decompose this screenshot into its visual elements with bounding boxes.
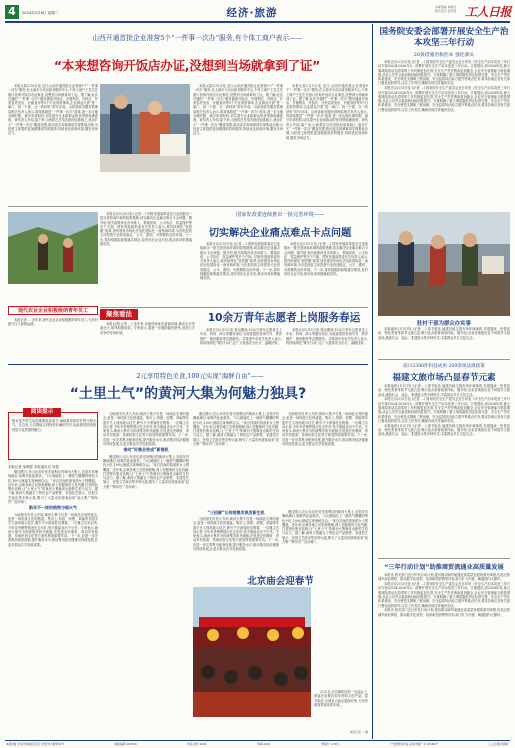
feature-body-col2: 当地相关负责人介绍,黄河大集不仅是一场商品交易的盛会,更是一场传统文化的盛宴。集市上,剪纸、面塑、草编等非遗手艺人现场展示技艺,吸引不少游客驻足观看。一位摊主告诉记者,今年年货销售情况比去年好,每天都能卖出不少货。专家表示,黄河大集作为传统集市的升级版,在促进农民增收、带动乡村旅游、传承民俗文化等方面发挥着重要作用。下一步,应进一步完善集市配套设施,提升服务水平,推动集市经济健康可持续发展,让更多群众共享发展成果。 [103, 412, 189, 447]
ribbon-label: 现代农业企业积极吸纳青年员工 [17, 308, 88, 314]
divider-2 [100, 307, 368, 308]
story1-body: 本报太原2月5日电 近日,山西开通首批企业准营5个“一件事一次办”服务,在太原市小店区政务服务中心,个体工商户王先生在窗口咨询开饭店办证事宜,没想到当场就拿到了证。据了解,此次开通的“一件事一次办”服务涵盖开饭店、开便利店、开药店、开美容美发店、开健身房等5个行业准营事项,企业群众只需“进一扇门、找一个窗、交一套材料”即可办成。山西省政务服务管理局相关负责人表示,将持续推进“一件事一次办”改革,进一步压缩办理时限、减少申请材料,切实提升企业和群众的获得感和满意度。该负责人介绍,接下来,山西将在总结首批经验基础上,逐步扩大“一件事一次办”覆盖范围,推动更多高频事项实现集成办理,为经营主体提供更加便捷高效的服务,持续优化营商环境,激发市场活力。 [8, 84, 98, 136]
feature-body-cont: 当地相关负责人介绍,黄河大集不仅是一场商品交易的盛会,更是一场传统文化的盛宴。集市上,剪纸、面塑、草编等非遗手艺人现场展示技艺,吸引不少游客驻足观看。一位摊主告诉记者,今年年货销售情况比去年好,每天都能卖出不少货。专家表示,黄河大集作为传统集市的升级版,在促进农民增收、带动乡村旅游、传承民俗文化等方面发挥着重要作用。下一步,应进一步完善集市配套设施,提升服务水平,推动集市经济健康可持续发展,让更多群众共享发展成果。 [8, 512, 98, 547]
sidebar-story3-headline: “三年行动计划”助推商贸流通业高质量发展 [384, 564, 504, 571]
sidebar-headline: 国务院安委会部署开展安全生产治本攻坚三年行动 [379, 27, 509, 48]
story1-body-col3: 本报太原2月5日电 近日,山西开通首批企业准营5个“一件事一次办”服务,在太原市小店区政务服务中心,个体工商户王先生在窗口咨询开饭店办证事宜,没想到当场就拿到了证。据了解,此次开通的“一件事一次办”服务涵盖开饭店、开便利店、开药店、开美容美发店、开健身房等5个行业准营事项,企业群众只需“进一扇门、找一个窗、交一套材料”即可办成。山西省政务服务管理局相关负责人表示,将持续推进“一件事一次办”改革,进一步压缩办理时限、减少申请材料,切实提升企业和群众的获得感和满意度。该负责人介绍,接下来,山西将在总结首批经验基础上,逐步扩大“一件事一次办”覆盖范围,推动更多高频事项实现集成办理,为经营主体提供更加便捷高效的服务,持续优化营商环境,激发市场活力。 [193, 84, 283, 136]
footer-rule [5, 740, 510, 741]
story1-col4 [286, 84, 368, 204]
story3-body-col2: 本报北京2月5日电 春运期间,10余万青年志愿者走上车站、机场、码头等服务岗位,为旅客提供咨询引导、秩序维护、便民服务等志愿服务。共青团中央有关负责人表示,将持续深化“暖冬行动”,让广大旅客安全出行、温暖回家。 [286, 328, 368, 345]
story2-photo [8, 212, 98, 284]
feature-body-col4b: 刚过腊月,在山东省东营市垦利区的黄河大集上,各类年货琳琅满目,吆喝声此起彼伏。“2元就能吃上一碗热气腾腾的特色小吃,100元就能实现海鲜自由。”来自济南的游客张女士感慨道。近年来,沿黄各地立足资源禀赋,深入挖掘黄河文化内涵,打造特色集市品牌,让“土里土气”的黄河大集焕发出新的生机与活力。据了解,黄河大集融合了特色农产品销售、非遗技艺展示、民俗文艺演出等多种元素,吸引了大量市民游客前来“赶大集”“购年货”“品年味”。 [282, 510, 368, 545]
story3-col2 [286, 328, 368, 362]
feature-body-col2b: 刚过腊月,在山东省东营市垦利区的黄河大集上,各类年货琳琅满目,吆喝声此起彼伏。“2元就能吃上一碗热气腾腾的特色小吃,100元就能实现海鲜自由。”来自济南的游客张女士感慨道。近年来,沿黄各地立足资源禀赋,深入挖掘黄河文化内涵,打造特色集市品牌,让“土里土气”的黄河大集焕发出新的生机与活力。据了解,黄河大集融合了特色农产品销售、非遗技艺展示、民俗文艺演出等多种元素,吸引了大量市民游客前来“赶大集”“购年货”“品年味”。 [103, 454, 189, 489]
sidebar-story2-body [378, 384, 510, 556]
bottom-caption-text: 2月5日,北京朝阳区的一处庙会上,游客在参观各类年货和文创产品。春节临近,京城各大庙会陆续开张,为市民游客带来浓浓年味。 [314, 690, 368, 707]
divider-3 [8, 364, 368, 365]
bottom-photo-caption [314, 690, 368, 730]
story1-image [100, 84, 190, 172]
bottom-photo-credit: 本报记者 ... 摄 [349, 730, 368, 734]
sidebar-story2-text-c: 本报福州2月5日电 (记者 ...) 春节临近,福建各地文旅市场年味渐浓,非遗展演、民俗活动、特色美食等春节元素凸显,吸引众多游客前来体验。据介绍,全省各地推出近千场春节文旅活动,涵盖灯会、庙会、非遗展示等多种形式,丰富群众节日文化生活。 [378, 423, 510, 437]
ribbon-label-box [8, 306, 98, 315]
bottom-photo-headline: 北京庙会迎春节 [247, 576, 314, 587]
feature-sub2: “三招鲜”让传统集市焕发新生机 [207, 510, 265, 515]
sidebar-body-text-2: 本报北京2月5日电 (记者 ...) 国务院安全生产委员会近日印发《安全生产治本攻坚三年行动方案(2024-2026年)》,部署开展安全生产治本攻坚三年行动。方案提出,到2026年底,重大事故隐患动态清零的工作机制更加完善,安全生产责任链条更加健全,企业安全管理能力明显增强,从业人员安全素质和技能明显提升。方案明确了重大事故隐患判定标准完善、安全生产责任体系建设、安全科技支撑和工程治理、安全监管执法能力提升等重点任务,要求各地区各有关部门强化组织领导,压实工作责任,确保各项任务落到实处。 [378, 86, 510, 112]
story3-headline: 10余万青年志愿者上岗服务春运 [207, 312, 361, 324]
story2-kicker: 国家发改委连续推出一批完善环境—— [235, 212, 325, 218]
ribbon-story-body [8, 318, 98, 356]
feature-col4 [282, 412, 368, 507]
sidebar-story2-kicker: 前川2306件科技成果·200余项法规政策 [403, 364, 485, 369]
feature-col1 [8, 470, 98, 740]
story2-col3 [284, 242, 368, 308]
sidebar-story3-text-b: 本报北京2月5日电 (记者 ...) 国务院安全生产委员会近日印发《安全生产治本攻坚三年行动方案(2024-2026年)》,部署开展安全生产治本攻坚三年行动。方案提出,到2026年底,重大事故隐患动态清零的工作机制更加完善,安全生产责任链条更加健全,企业安全管理能力明显增强,从业人员安全素质和技能明显提升。方案明确了重大事故隐患判定标准完善、安全生产责任体系建设、安全科技支撑和工程治理、安全监管执法能力提升等重点任务,要求各地区各有关部门强化组织领导,压实工作责任,确保各项任务落到实处。 [378, 582, 510, 608]
sidebar-story3-text: 本报讯 相关部门近日印发行动计划,提出推动商贸流通业高质量发展的系列举措,包括完善城乡商业网络、推动数字化转型、培育新型消费等内容,助力扩大内需、畅通国内大循环。 [378, 573, 510, 582]
sidebar-photo-body: 本报福州2月5日电 (记者 ...) 春节临近,福建各地文旅市场年味渐浓,非遗展演、民俗活动、特色美食等春节元素凸显,吸引众多游客前来体验。据介绍,全省各地推出近千场春节文旅活动,涵盖灯会、庙会、非遗展示等多种形式,丰富群众节日文化生活。 [378, 327, 510, 340]
story2-body-col2: 本报北京2月5日电 (记者 ...) 国家发展改革委近日连续推出一批完善营商环境的政策措施,切实解决企业痛点难点卡点问题。据介绍,相关政策涉及市场准入、要素获取、公平执法、权益保护等多个方面。国家发展改革委有关负责人表示,将持续深化“放管服”改革,加快建设市场化法治化国际化一流营商环境,为各类经营主体投资兴业营造稳定、公平、透明、可预期的良好环境。下一步,将持续跟踪政策落实情况,及时回应企业关切,推动各项举措落地见效。 [200, 242, 280, 281]
feature-body-col3b: 当地相关负责人介绍,黄河大集不仅是一场商品交易的盛会,更是一场传统文化的盛宴。集市上,剪纸、面塑、草编等非遗手艺人现场展示技艺,吸引不少游客驻足观看。一位摊主告诉记者,今年年货销售情况比去年好,每天都能卖出不少货。专家表示,黄河大集作为传统集市的升级版,在促进农民增收、带动乡村旅游、传承民俗文化等方面发挥着重要作用。下一步,应进一步完善集市配套设施,提升服务水平,推动集市经济健康可持续发展,让更多群众共享发展成果。 [193, 517, 279, 552]
story1-headline: “本来想咨询开饭店办证,没想到当场就拿到了证” [53, 58, 321, 73]
feature-body: 刚过腊月,在山东省东营市垦利区的黄河大集上,各类年货琳琅满目,吆喝声此起彼伏。“2元就能吃上一碗热气腾腾的特色小吃,100元就能实现海鲜自由。”来自济南的游客张女士感慨道。近年来,沿黄各地立足资源禀赋,深入挖掘黄河文化内涵,打造特色集市品牌,让“土里土气”的黄河大集焕发出新的生机与活力。据了解,黄河大集融合了特色农产品销售、非遗技艺展示、民俗文艺演出等多种元素,吸引了大量市民游客前来“赶大集”“购年货”“品年味”。 [8, 470, 98, 505]
section-title: 经济·旅游 [226, 7, 278, 19]
footer [6, 742, 510, 746]
ribbon-body: 本报记者 ... 近年来,现代农业企业积极吸纳青年员工,为乡村振兴注入新鲜血液。 [8, 318, 98, 327]
editor-line-2: 版式设计: 张芳雯 [435, 8, 457, 13]
feature-col3b [193, 517, 279, 569]
sidebar-story2-headline: 福建文旅市场凸显春节元素 [392, 373, 496, 383]
footer-postcode: 邮政编码:100718 [114, 742, 137, 746]
footer-phone1: 电话:总机 2221 [187, 742, 207, 746]
story3-body: 本报北京2月5日电 春运期间,10余万青年志愿者走上车站、机场、码头等服务岗位,为旅客提供咨询引导、秩序维护、便民服务等志愿服务。共青团中央有关负责人表示,将持续深化“暖冬行动”,让广大旅客安全出行、温暖回家。 [200, 328, 282, 345]
feature-sub3: 推动“好集会变成”新商机 [123, 447, 169, 453]
feature-col4b [282, 510, 368, 569]
focus-body [100, 322, 195, 362]
sidebar-story2-text-b: 本报北京2月5日电 (记者 ...) 国务院安全生产委员会近日印发《安全生产治本攻坚三年行动方案(2024-2026年)》,部署开展安全生产治本攻坚三年行动。方案提出,到2026年底,重大事故隐患动态清零的工作机制更加完善,安全生产责任链条更加健全,企业安全管理能力明显增强,从业人员安全素质和技能明显提升。方案明确了重大事故隐患判定标准完善、安全生产责任体系建设、安全科技支撑和工程治理、安全监管执法能力提升等重点任务,要求各地区各有关部门强化组织领导,压实工作责任,确保各项任务落到实处。 [378, 397, 510, 423]
footer-license: 广告经营许可证:京东市监广字 20160号 [389, 742, 438, 746]
sidebar-divider-2 [378, 558, 510, 559]
feature-headline: “土里土气”的黄河大集为何魅力独具? [69, 386, 307, 402]
feature-body-col4: 当地相关负责人介绍,黄河大集不仅是一场商品交易的盛会,更是一场传统文化的盛宴。集市上,剪纸、面塑、草编等非遗手艺人现场展示技艺,吸引不少游客驻足观看。一位摊主告诉记者,今年年货销售情况比去年好,每天都能卖出不少货。专家表示,黄河大集作为传统集市的升级版,在促进农民增收、带动乡村旅游、传承民俗文化等方面发挥着重要作用。下一步,应进一步完善集市配套设施,提升服务水平,推动集市经济健康可持续发展,让更多群众共享发展成果。 [282, 412, 368, 447]
story1-kicker: 山西开通首批企业准营5个“一件事一次办”服务,有个体工商户表示—— [92, 34, 303, 42]
editor-line-1: 本版责编: 韩新宇 [435, 5, 457, 9]
column-separator [372, 24, 373, 739]
paper-logo: 工人日报 [465, 5, 512, 19]
footer-printer: 工人日报社印刷厂 [488, 742, 510, 746]
reading-tip-box [8, 409, 98, 460]
sidebar-body-text: 本报北京2月5日电 (记者 ...) 国务院安全生产委员会近日印发《安全生产治本攻坚三年行动方案(2024-2026年)》,部署开展安全生产治本攻坚三年行动。方案提出,到2026年底,重大事故隐患动态清零的工作机制更加完善,安全生产责任链条更加健全,企业安全管理能力明显增强,从业人员安全素质和技能明显提升。方案明确了重大事故隐患判定标准完善、安全生产责任体系建设、安全科技支撑和工程治理、安全监管执法能力提升等重点任务,要求各地区各有关部门强化组织领导,压实工作责任,确保各项任务落到实处。 [378, 60, 510, 86]
sidebar-story2-text: 本报福州2月5日电 (记者 ...) 春节临近,福建各地文旅市场年味渐浓,非遗展演、民俗活动、特色美食等春节元素凸显,吸引众多游客前来体验。据介绍,全省各地推出近千场春节文旅活动,涵盖灯会、庙会、非遗展示等多种形式,丰富群众节日文化生活。 [378, 384, 510, 397]
story1-col1 [8, 84, 98, 204]
divider-1 [8, 206, 368, 207]
editor-credits [435, 6, 456, 13]
story1-body-col4: 本报太原2月5日电 近日,山西开通首批企业准营5个“一件事一次办”服务,在太原市小店区政务服务中心,个体工商户王先生在窗口咨询开饭店办证事宜,没想到当场就拿到了证。据了解,此次开通的“一件事一次办”服务涵盖开饭店、开便利店、开药店、开美容美发店、开健身房等5个行业准营事项,企业群众只需“进一扇门、找一个窗、交一套材料”即可办成。山西省政务服务管理局相关负责人表示,将持续推进“一件事一次办”改革,进一步压缩办理时限、减少申请材料,切实提升企业和群众的获得感和满意度。该负责人介绍,接下来,山西将在总结首批经验基础上,逐步扩大“一件事一次办”覆盖范围,推动更多高频事项实现集成办理,为经营主体提供更加便捷高效的服务,持续优化营商环境,激发市场活力。 [286, 84, 368, 140]
sidebar-photo [378, 212, 510, 316]
footer-price: 零售价: 1.50元 [320, 742, 340, 746]
issue-date: 2024年2月6日 星期二 [22, 11, 59, 15]
footer-phone2: 传真:2221 [257, 742, 271, 746]
sidebar-subhead: 20条措施治根治本 强化源头 [413, 53, 475, 58]
focus-text: 本报记者(记者 ...) 近年来,各地持续优化营商环境,推动企业发展壮大,取得积极成效。专家表示,要进一步破除隐性壁垒,营造公平竞争的市场环境。 [100, 322, 195, 335]
focus-label: 聚焦看法 [100, 309, 138, 320]
feature-body-col3: 刚过腊月,在山东省东营市垦利区的黄河大集上,各类年货琳琅满目,吆喝声此起彼伏。“2元就能吃上一碗热气腾腾的特色小吃,100元就能实现海鲜自由。”来自济南的游客张女士感慨道。近年来,沿黄各地立足资源禀赋,深入挖掘黄河文化内涵,打造特色集市品牌,让“土里土气”的黄河大集焕发出新的生机与活力。据了解,黄河大集融合了特色农产品销售、非遗技艺展示、民俗文艺演出等多种元素,吸引了大量市民游客前来“赶大集”“购年货”“品年味”。 [193, 412, 279, 447]
feature-byline: 本报记者 邹明强 本报通讯员 吴强 [8, 465, 59, 469]
reading-tip-note: 集市是乡村生活的重要组成部分,承载着浓浓的乡愁与烟火气。在这里,人们既能买到物美价廉的年货,也能感受到传统民俗文化的独特魅力。 [12, 419, 96, 432]
page-number: 4 [8, 5, 16, 18]
sidebar-photo-caption: 驻村干部为群众办实事 [417, 321, 471, 327]
story2-body: 本报北京2月5日电 (记者 ...) 国家发展改革委近日连续推出一批完善营商环境的政策措施,切实解决企业痛点难点卡点问题。据介绍,相关政策涉及市场准入、要素获取、公平执法、权益保护等多个方面。国家发展改革委有关负责人表示,将持续深化“放管服”改革,加快建设市场化法治化国际化一流营商环境,为各类经营主体投资兴业营造稳定、公平、透明、可预期的良好环境。下一步,将持续跟踪政策落实情况,及时回应企业关切,推动各项举措落地见效。 [100, 212, 192, 247]
story1-col3 [193, 84, 283, 204]
reading-tip-label: 阅读提示 [23, 408, 61, 417]
feature-col3 [193, 412, 279, 507]
masthead-rule [5, 21, 510, 23]
sidebar-story3-text-c: 本报讯 相关部门近日印发行动计划,提出推动商贸流通业高质量发展的系列举措,包括完善城乡商业网络、推动数字化转型、培育新型消费等内容,助力扩大内需、畅通国内大循环。 [378, 608, 510, 617]
sidebar-divider-1 [378, 359, 510, 360]
feature-col2 [103, 412, 189, 742]
story2-col1 [100, 212, 192, 308]
story2-body-col3: 本报北京2月5日电 (记者 ...) 国家发展改革委近日连续推出一批完善营商环境的政策措施,切实解决企业痛点难点卡点问题。据介绍,相关政策涉及市场准入、要素获取、公平执法、权益保护等多个方面。国家发展改革委有关负责人表示,将持续深化“放管服”改革,加快建设市场化法治化国际化一流营商环境,为各类经营主体投资兴业营造稳定、公平、透明、可预期的良好环境。下一步,将持续跟踪政策落实情况,及时回应企业关切,推动各项举措落地见效。 [284, 242, 368, 277]
page-number-box [5, 5, 19, 19]
story3-col1 [200, 328, 282, 362]
feature-sub1: 新年不一样的购物与烟火气 [29, 505, 77, 511]
sidebar-story3-body [378, 573, 510, 737]
feature-kicker: 2元享用特色美食,100元实现“海鲜自由”—— [136, 372, 264, 380]
bottom-photo [193, 587, 311, 717]
sidebar-body [378, 60, 510, 208]
footer-address: 本报地址:北京市东城区安定门外安外大街甲81号 [6, 742, 65, 746]
story2-headline: 切实解决企业痛点难点卡点问题 [208, 228, 352, 239]
story2-col2 [200, 242, 280, 308]
sidebar-photo-text [378, 327, 510, 357]
